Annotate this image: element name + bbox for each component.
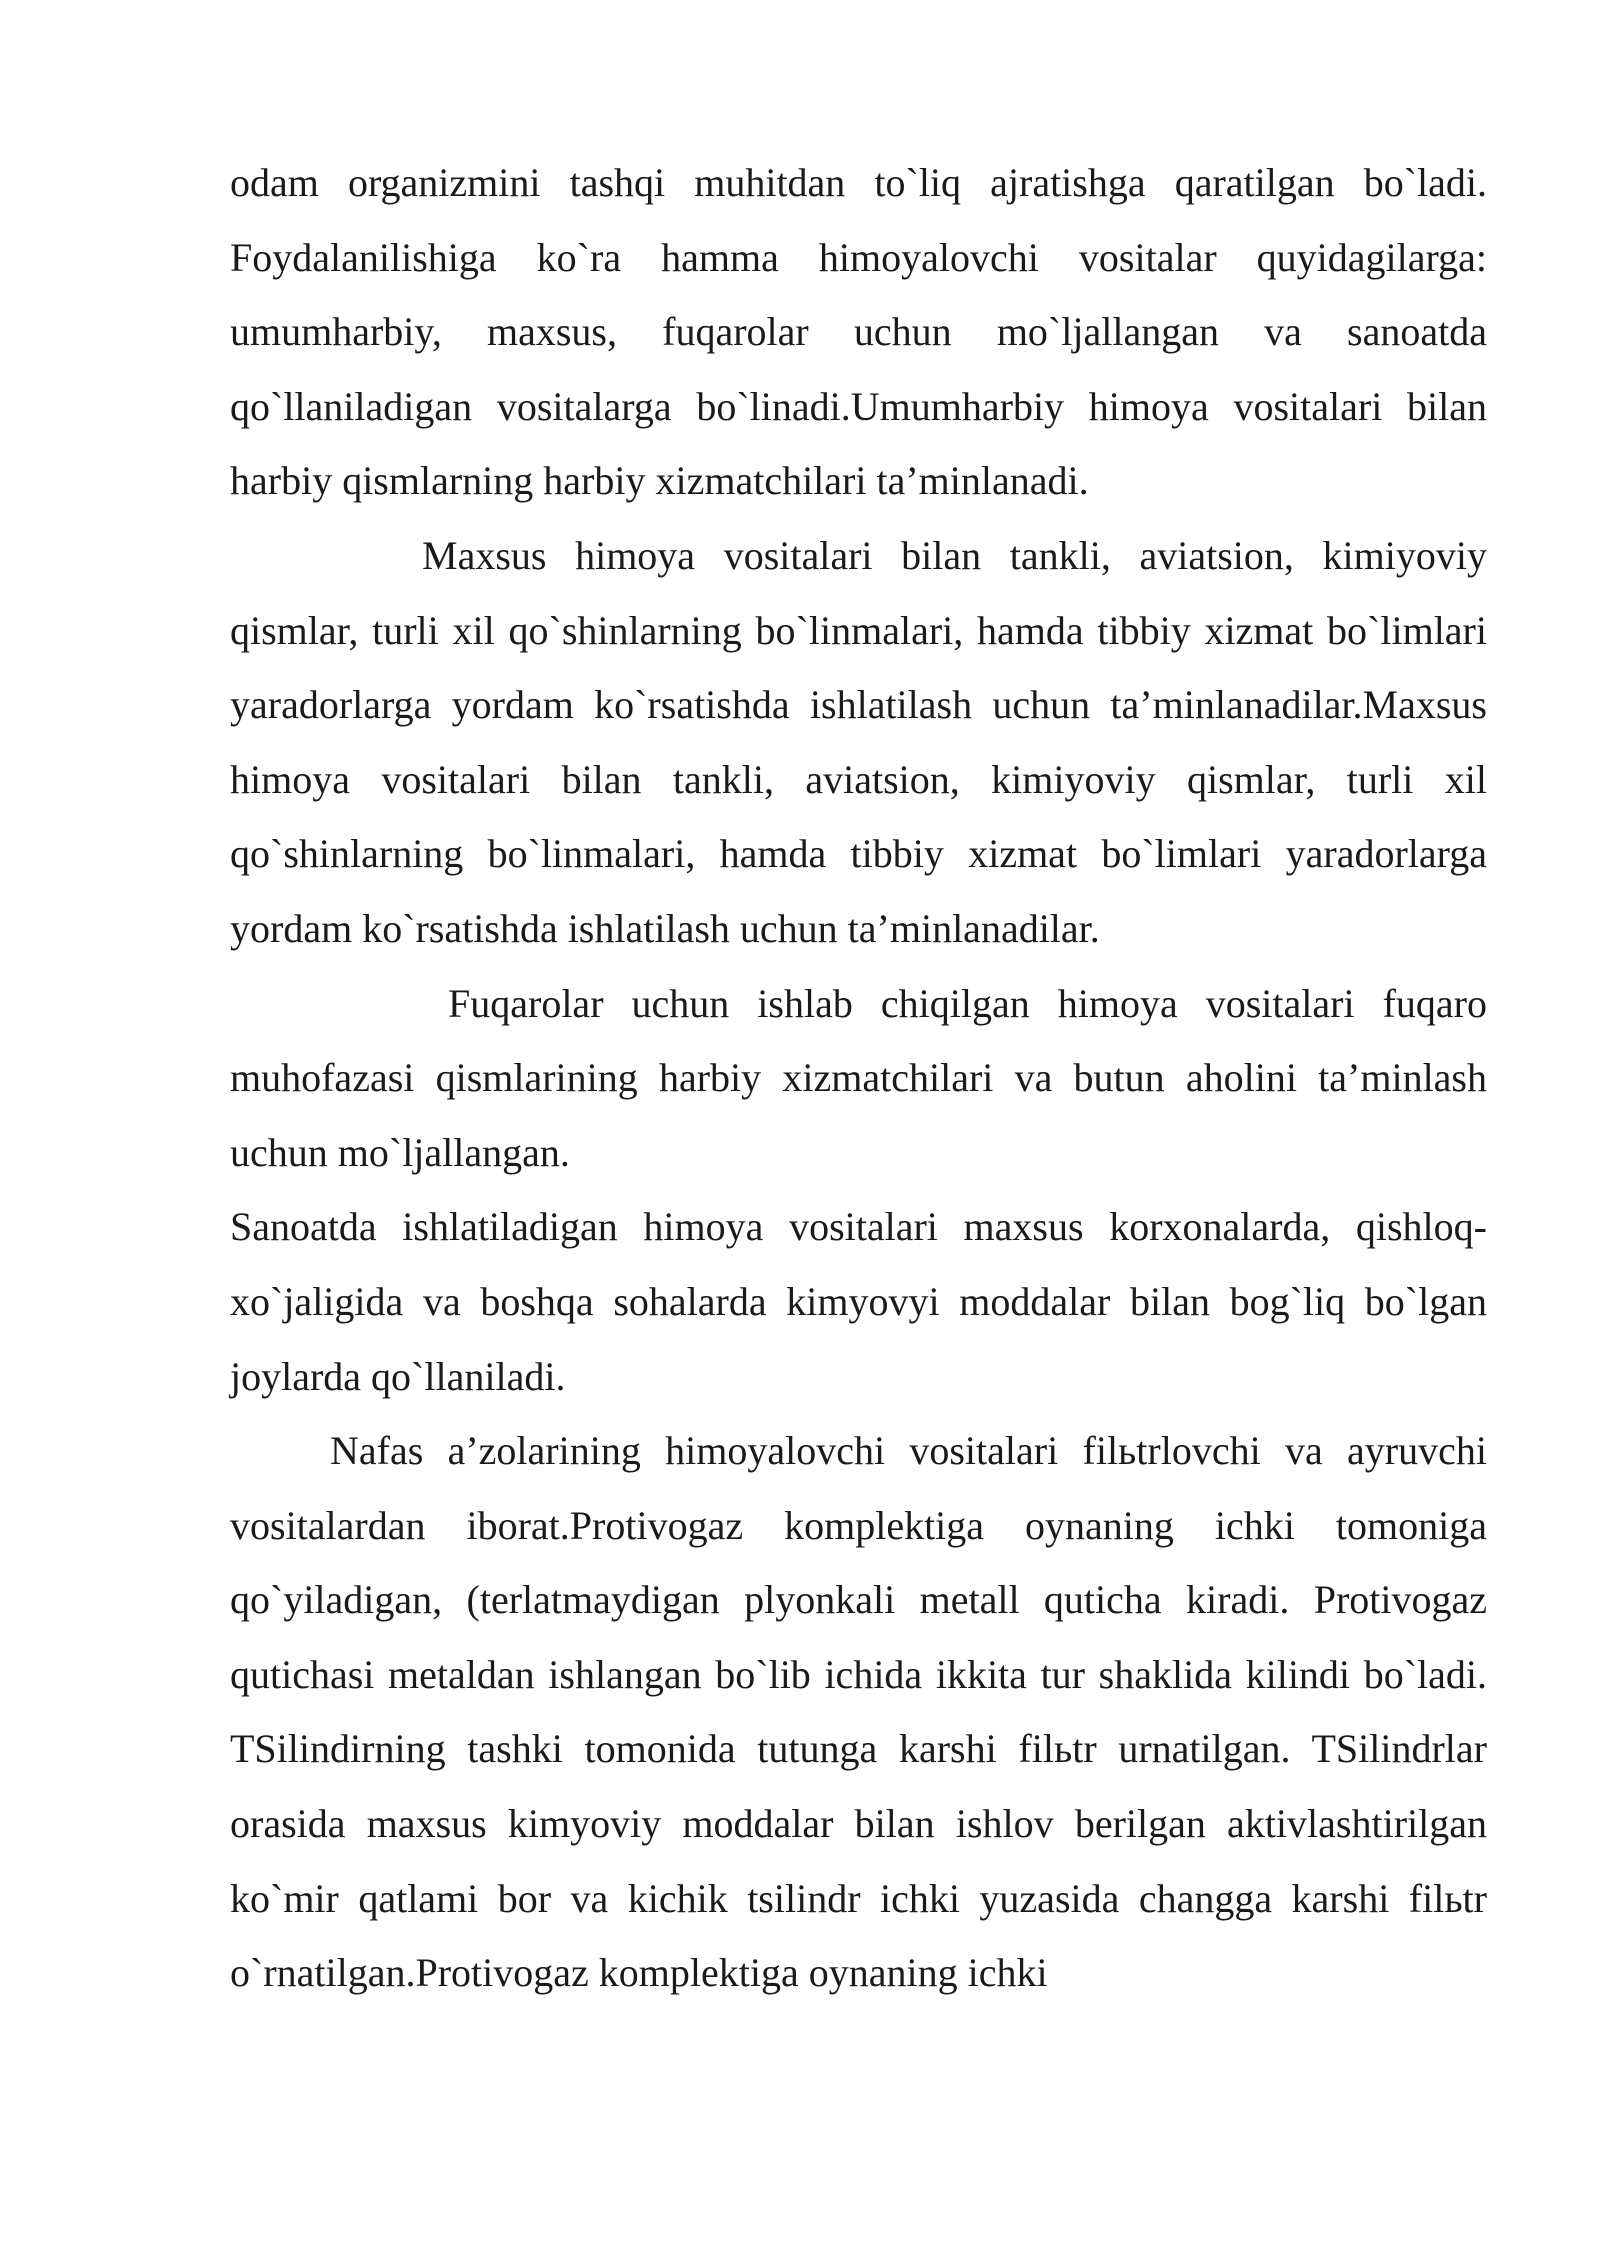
document-body [230,146,1487,2011]
paragraph-4: Sanoatda ishlatiladigan himoya vositalari maxsus korxonalarda, qishloq-xo`jaligida va boshqa sohalarda kimyovyi moddalar bilan bog`liq bo`lgan joylarda qo`llaniladi. [230,1204,1487,1399]
paragraph-1: odam organizmini tashqi muhitdan to`liq ajratishga qaratilgan bo`ladi. Foydalanilishiga ko`ra hamma himoyalovchi vositalar quyidagilarga: umumharbiy, maxsus, fuqarolar uchun mo`ljallangan va sanoatda qo`llaniladigan vositalarga bo`linadi.Umumharbiy himoya vositalari bilan harbiy qismlarning harbiy xizmatchilari ta’minlanadi. [230,160,1487,504]
paragraph-2: Maxsus himoya vositalari bilan tankli, aviatsion, kimiyoviy qismlar, turli xil qo`shinlarning bo`linmalari, hamda tibbiy xizmat bo`limlari yaradorlarga yordam ko`rsatishda ishlatilash uchun ta’minlanadilar.Maxsus himoya vositalari bilan tankli, aviatsion, kimiyoviy qismlar, turli xil qo`shinlarning bo`linmalari, hamda tibbiy xizmat bo`limlari yaradorlarga yordam ko`rsatishda ishlatilash uchun ta’minlanadilar. [230,532,1487,951]
paragraph-5: Nafas a’zolarining himoyalovchi vositalari filьtrlovchi va ayruvchi vositalardan iborat.Protivogaz komplektiga oynaning ichki tomoniga qo`yiladigan, (terlatmaydigan plyonkali metall quticha kiradi. Protivogaz qutichasi metaldan ishlangan bo`lib ichida ikkita tur shaklida kilindi bo`ladi. TSilindirning tashki tomonida tutunga karshi filьtr urnatilgan. TSilindrlar orasida maxsus kimyoviy moddalar bilan ishlov berilgan aktivlashtirilgan ko`mir qatlami bor va kichik tsilindr ichki yuzasida changga karshi filьtr o`rnatilgan.Protivogaz komplektiga oynaning ichki [230,1428,1487,1996]
paragraph-3: Fuqarolar uchun ishlab chiqilgan himoya vositalari fuqaro muhofazasi qismlarining harbiy xizmatchilari va butun aholini ta’minlash uchun mo`ljallangan. [230,980,1487,1175]
